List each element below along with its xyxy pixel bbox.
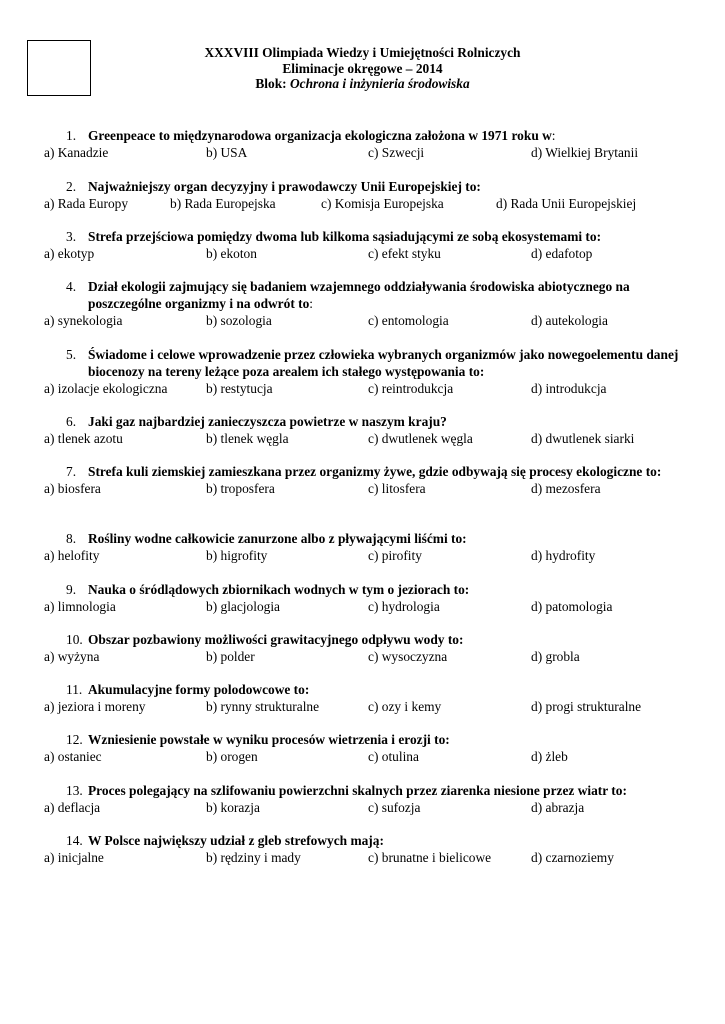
answer-option-c[interactable]: c) Szwecji xyxy=(368,144,425,160)
answer-options xyxy=(0,548,725,565)
answer-option-a[interactable]: a) Rada Europy xyxy=(44,195,129,211)
question-number: 5. xyxy=(66,347,77,362)
answer-options xyxy=(0,381,725,398)
answer-option-c[interactable]: c) hydrologia xyxy=(368,598,440,614)
answer-option-b[interactable]: b) rynny strukturalne xyxy=(206,698,320,714)
question-number: 11. xyxy=(66,682,83,697)
olympiad-title: XXXVIII Olimpiada Wiedzy i Umiejętności Rolniczych xyxy=(204,45,521,60)
question-stem xyxy=(0,783,725,800)
question-tail: : xyxy=(551,128,556,143)
answer-option-a[interactable]: a) izolacje ekologiczna xyxy=(44,380,168,396)
answer-option-b[interactable]: b) ekoton xyxy=(206,245,257,261)
answer-option-d[interactable]: d) progi strukturalne xyxy=(531,698,642,714)
answer-option-c[interactable]: c) wysoczyzna xyxy=(368,648,448,664)
answer-option-a[interactable]: a) ostaniec xyxy=(44,748,102,764)
question-13 xyxy=(0,783,725,817)
answer-option-c[interactable]: c) pirofity xyxy=(368,547,422,563)
answer-option-a[interactable]: a) deflacja xyxy=(44,799,101,815)
question-10 xyxy=(0,632,725,666)
answer-option-c[interactable]: c) efekt styku xyxy=(368,245,441,261)
question-text: Proces polegający na szlifowaniu powierzchni skalnych przez ziarenka niesione przez wiatr to: xyxy=(88,783,627,798)
question-8 xyxy=(0,531,725,565)
answer-option-d[interactable]: d) grobla xyxy=(531,648,580,664)
question-number: 2. xyxy=(66,179,77,194)
question-text: Wzniesienie powstałe w wyniku procesów wietrzenia i erozji to: xyxy=(88,732,450,747)
answer-option-c[interactable]: c) sufozja xyxy=(368,799,421,815)
answer-option-a[interactable]: a) wyżyna xyxy=(44,648,100,664)
answer-option-a[interactable]: a) limnologia xyxy=(44,598,116,614)
answer-option-d[interactable]: d) edafotop xyxy=(531,245,593,261)
block-label: Blok: xyxy=(255,76,290,91)
answer-option-d[interactable]: d) żleb xyxy=(531,748,568,764)
question-number: 14. xyxy=(66,833,83,848)
answer-option-c[interactable]: c) entomologia xyxy=(368,312,449,328)
question-text: Obszar pozbawiony możliwości grawitacyjnego odpływu wody to: xyxy=(88,632,464,647)
question-number: 12. xyxy=(66,732,83,747)
block-title: Ochrona i inżynieria środowiska xyxy=(289,76,470,91)
answer-options xyxy=(0,246,725,263)
question-9 xyxy=(0,582,725,616)
question-5 xyxy=(0,347,725,398)
question-text: Akumulacyjne formy polodowcowe to: xyxy=(88,682,310,697)
question-1 xyxy=(0,128,725,162)
answer-option-d[interactable]: d) mezosfera xyxy=(531,480,601,496)
answer-option-b[interactable]: b) tlenek węgla xyxy=(206,430,289,446)
question-2 xyxy=(0,179,725,213)
question-6 xyxy=(0,414,725,448)
answer-option-d[interactable]: d) czarnoziemy xyxy=(531,849,614,865)
answer-option-d[interactable]: d) abrazja xyxy=(531,799,585,815)
answer-options xyxy=(0,800,725,817)
answer-option-b[interactable]: b) glacjologia xyxy=(206,598,280,614)
answer-option-d[interactable]: d) patomologia xyxy=(531,598,613,614)
answer-option-b[interactable]: b) korazja xyxy=(206,799,260,815)
question-stem xyxy=(0,582,725,599)
question-text: Najważniejszy organ decyzyjny i prawodawczy Unii Europejskiej to: xyxy=(88,179,481,194)
answer-option-b[interactable]: b) USA xyxy=(206,144,248,160)
question-tail: : xyxy=(309,295,314,311)
answer-option-d[interactable]: d) Rada Unii Europejskiej xyxy=(496,195,637,211)
answer-option-b[interactable]: b) Rada Europejska xyxy=(170,195,276,211)
answer-option-a[interactable]: a) Kanadzie xyxy=(44,144,109,160)
question-text: Świadome i celowe wprowadzenie przez człowieka wybranych organizmów jako nowegoelementu danej biocenozy na tereny leżące poza arealem ich stałego występowania to: xyxy=(88,347,679,379)
question-text: Strefa przejściowa pomiędzy dwoma lub kilkoma sąsiadującymi ze sobą ekosystemami to: xyxy=(88,229,602,244)
answer-option-a[interactable]: a) tlenek azotu xyxy=(44,430,123,446)
answer-option-d[interactable]: d) autekologia xyxy=(531,312,608,328)
answer-option-d[interactable]: d) hydrofity xyxy=(531,547,596,563)
question-text: Rośliny wodne całkowicie zanurzone albo z pływającymi liśćmi to: xyxy=(88,531,467,546)
answer-option-a[interactable]: a) synekologia xyxy=(44,312,123,328)
question-11 xyxy=(0,682,725,716)
answer-option-c[interactable]: c) Komisja Europejska xyxy=(321,195,444,211)
answer-option-b[interactable]: b) sozologia xyxy=(206,312,272,328)
answer-option-b[interactable]: b) troposfera xyxy=(206,480,275,496)
answer-option-d[interactable]: d) dwutlenek siarki xyxy=(531,430,635,446)
answer-option-b[interactable]: b) rędziny i mady xyxy=(206,849,301,865)
answer-option-a[interactable]: a) inicjalne xyxy=(44,849,104,865)
answer-option-a[interactable]: a) biosfera xyxy=(44,480,101,496)
answer-option-b[interactable]: b) polder xyxy=(206,648,255,664)
answer-option-c[interactable]: c) litosfera xyxy=(368,480,426,496)
answer-options xyxy=(0,850,725,867)
question-number: 6. xyxy=(66,414,77,429)
answer-option-c[interactable]: c) reintrodukcja xyxy=(368,380,454,396)
question-number: 13. xyxy=(66,783,83,798)
question-stem xyxy=(0,632,725,649)
question-stem xyxy=(0,279,725,313)
question-stem xyxy=(0,179,725,196)
question-stem xyxy=(0,347,725,381)
question-stem xyxy=(0,229,725,246)
question-12 xyxy=(0,732,725,766)
answer-options xyxy=(0,649,725,666)
question-stem xyxy=(0,682,725,699)
question-3 xyxy=(0,229,725,263)
answer-option-a[interactable]: a) helofity xyxy=(44,547,100,563)
document-header xyxy=(0,45,725,92)
question-text: Dział ekologii zajmujący się badaniem wzajemnego oddziaływania środowiska abiotycznego na poszczególne organizmy i na odwrót to xyxy=(88,279,630,311)
answer-option-b[interactable]: b) orogen xyxy=(206,748,258,764)
answer-options xyxy=(0,481,725,498)
question-number: 7. xyxy=(66,464,77,479)
question-stem xyxy=(0,414,725,431)
question-stem xyxy=(0,128,725,145)
question-number: 1. xyxy=(66,128,77,143)
answer-options xyxy=(0,599,725,616)
question-number: 9. xyxy=(66,582,77,597)
block-line xyxy=(0,76,725,92)
question-text: Strefa kuli ziemskiej zamieszkana przez organizmy żywe, gdzie odbywają się procesy ekologiczne to: xyxy=(88,464,662,479)
question-7 xyxy=(0,464,725,498)
answer-options xyxy=(0,749,725,766)
answer-option-b[interactable]: b) restytucja xyxy=(206,380,273,396)
question-stem xyxy=(0,732,725,749)
answer-options xyxy=(0,196,725,213)
question-text: Greenpeace to międzynarodowa organizacja ekologiczna założona w 1971 roku w xyxy=(88,128,552,143)
answer-option-c[interactable]: c) dwutlenek węgla xyxy=(368,430,473,446)
answer-option-a[interactable]: a) ekotyp xyxy=(44,245,95,261)
question-stem xyxy=(0,464,725,481)
question-4 xyxy=(0,279,725,330)
question-number: 3. xyxy=(66,229,77,244)
answer-option-d[interactable]: d) introdukcja xyxy=(531,380,607,396)
question-text: W Polsce największy udział z gleb strefowych mają: xyxy=(88,833,384,848)
question-number: 4. xyxy=(66,279,77,294)
answer-options xyxy=(0,145,725,162)
answer-option-c[interactable]: c) brunatne i bielicowe xyxy=(368,849,492,865)
answer-option-c[interactable]: c) ozy i kemy xyxy=(368,698,442,714)
answer-option-a[interactable]: a) jeziora i moreny xyxy=(44,698,146,714)
answer-options xyxy=(0,699,725,716)
answer-option-d[interactable]: d) Wielkiej Brytanii xyxy=(531,144,639,160)
question-14 xyxy=(0,833,725,867)
answer-options xyxy=(0,431,725,448)
answer-option-c[interactable]: c) otulina xyxy=(368,748,419,764)
question-text: Nauka o śródlądowych zbiornikach wodnych w tym o jeziorach to: xyxy=(88,582,470,597)
answer-option-b[interactable]: b) higrofity xyxy=(206,547,268,563)
question-text: Jaki gaz najbardziej zanieczyszcza powietrze w naszym kraju? xyxy=(88,414,447,429)
answer-options xyxy=(0,313,725,330)
round-title: Eliminacje okręgowe – 2014 xyxy=(282,60,443,76)
question-stem xyxy=(0,833,725,850)
question-stem xyxy=(0,531,725,548)
question-number: 8. xyxy=(66,531,77,546)
question-number: 10. xyxy=(66,632,83,647)
